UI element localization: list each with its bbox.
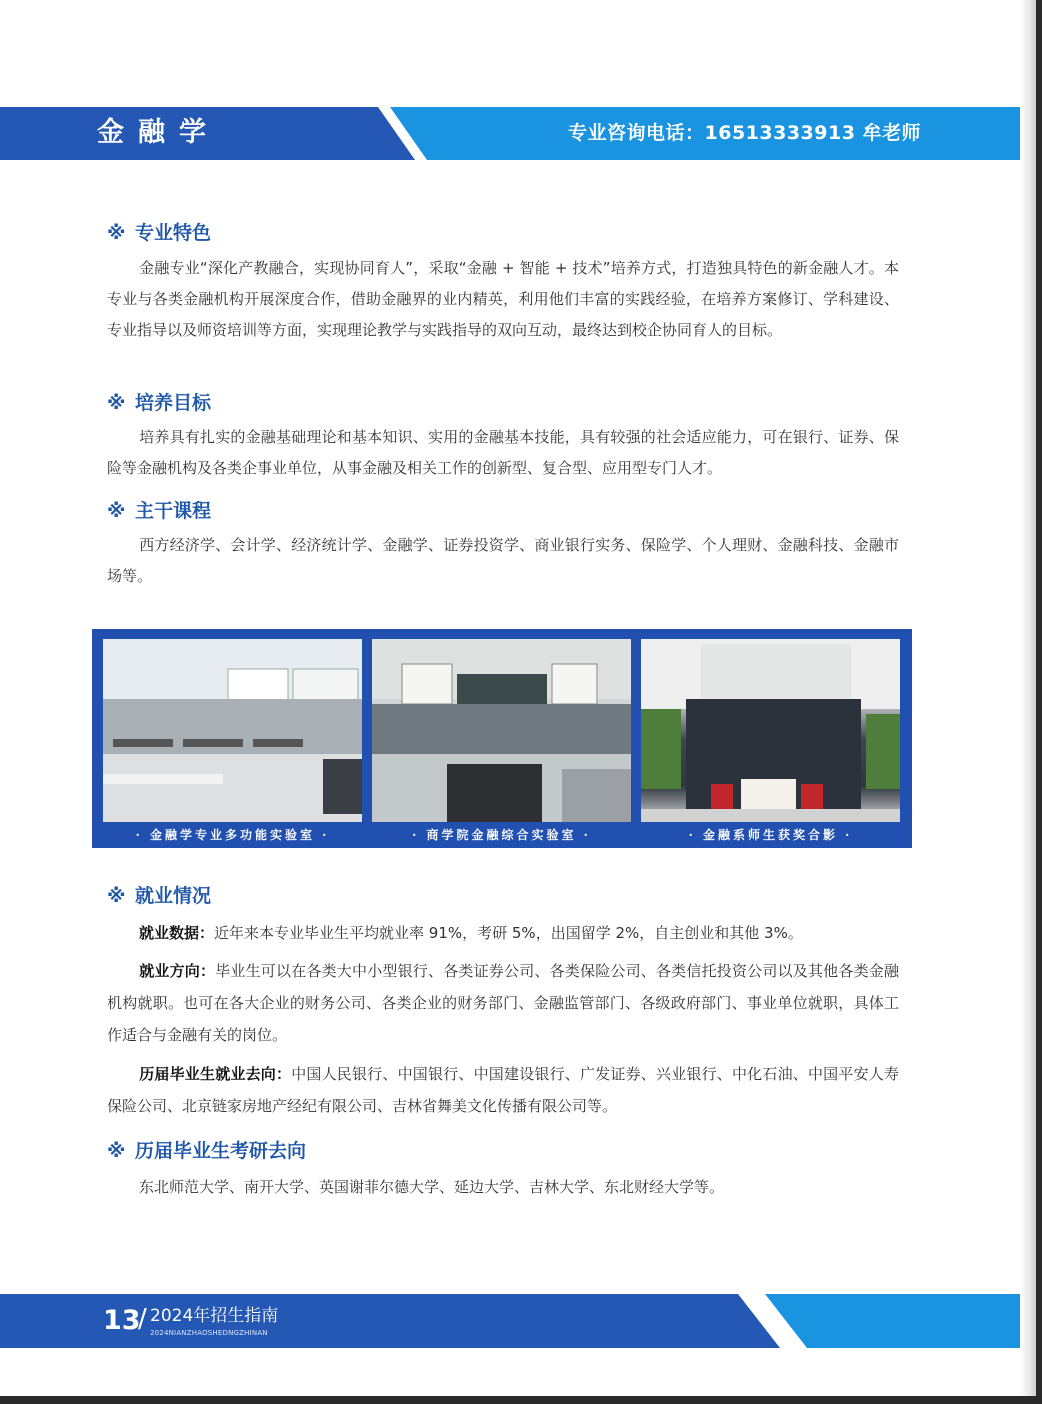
graduate-text: 东北师范大学、南开大学、英国谢菲尔德大学、延边大学、吉林大学、东北财经大学等。 (139, 1178, 725, 1196)
employment-history-text: 中国人民银行、中国银行、中国建设银行、广发证券、兴业银行、中化石油、中国平安人寿保险公司、北京链家房地产经纪有限公司、吉林省舞美文化传播有限公司等。 (107, 1065, 899, 1115)
reference-mark-icon: ※ (107, 222, 126, 244)
section-title-graduate (107, 1137, 306, 1165)
employment-history-label: 历届毕业生就业去向： (139, 1065, 292, 1083)
section-title-text: 历届毕业生考研去向 (135, 1140, 307, 1162)
footer-banner-light (765, 1294, 1028, 1348)
award-group-photo (641, 639, 900, 822)
section-title-features (107, 219, 211, 247)
photo-caption: · 商学院金融综合实验室 · (412, 828, 591, 842)
footer-title: 2024年招生指南 (150, 1306, 279, 1326)
reference-mark-icon: ※ (107, 1140, 126, 1162)
employment-data-label: 就业数据： (139, 924, 215, 942)
section-title-text: 主干课程 (135, 500, 212, 522)
footer-subtitle: 2024NIANZHAOSHEDNGZHINAN (150, 1329, 268, 1337)
graduate-paragraph (107, 1172, 899, 1203)
goal-text: 培养具有扎实的金融基础理论和基本知识、实用的金融基本技能，具有较强的社会适应能力，可在银行、证券、保险等金融机构及各类企事业单位，从事金融及相关工作的创新型、复合型、应用型专门人才。 (107, 428, 899, 477)
section-title-text: 专业特色 (135, 222, 212, 244)
employment-direction-label: 就业方向： (139, 962, 216, 980)
features-paragraph (107, 253, 899, 346)
section-title-goal (107, 389, 211, 417)
employment-direction-text: 毕业生可以在各类大中小型银行、各类证券公司、各类保险公司、各类信托投资公司以及其他各类金融机构就职。也可在各大企业的财务公司、各类企业的财务部门、金融监管部门、各级政府部门、事业单位就职，具体工作适合与金融有关的岗位。 (107, 962, 899, 1044)
reference-mark-icon: ※ (107, 885, 126, 907)
employment-data-text: 近年来本专业毕业生平均就业率 91%，考研 5%，出国留学 2%，自主创业和其他 3%。 (214, 924, 803, 942)
page-title: 金融学 (97, 117, 220, 148)
lab-photo-multifunction (103, 639, 362, 822)
goal-paragraph (107, 422, 899, 484)
employment-direction-paragraph (107, 955, 899, 1051)
section-title-text: 就业情况 (135, 885, 212, 907)
photo-caption: · 金融系师生获奖合影 · (688, 828, 853, 842)
footer-divider: / (138, 1304, 147, 1334)
courses-paragraph (107, 530, 899, 592)
reference-mark-icon: ※ (107, 392, 126, 414)
section-title-courses (107, 497, 211, 525)
page-edge (1020, 0, 1036, 1396)
section-title-employment (107, 882, 211, 910)
section-title-text: 培养目标 (135, 392, 212, 414)
courses-text: 西方经济学、会计学、经济统计学、金融学、证券投资学、商业银行实务、保险学、个人理财、金融科技、金融市场等。 (107, 536, 899, 585)
employment-history-paragraph (107, 1058, 899, 1122)
page-number: 13 (103, 1305, 141, 1336)
photo-strip (92, 629, 912, 848)
reference-mark-icon: ※ (107, 500, 126, 522)
employment-data-paragraph (107, 918, 899, 949)
photo-caption: · 金融学专业多功能实验室 · (135, 828, 330, 842)
consultation-phone: 专业咨询电话：16513333913 牟老师 (568, 122, 922, 144)
features-text: 金融专业“深化产教融合，实现协同育人”，采取“金融 + 智能 + 技术”培养方式，打造独具特色的新金融人才。本专业与各类金融机构开展深度合作，借助金融界的业内精英，利用他们丰富的实践经验，在培养方案修订、学科建设、专业指导以及师资培训等方面，实现理论教学与实践指导的双向互动，最终达到校企协同育人的目标。 (107, 259, 899, 339)
lab-photo-comprehensive (372, 639, 631, 822)
